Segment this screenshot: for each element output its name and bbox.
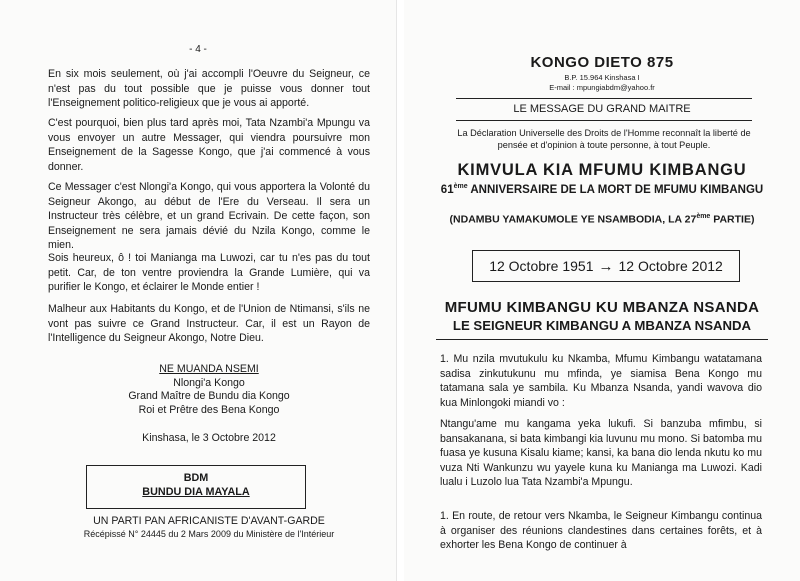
signature-name: NE MUANDA NSEMI (159, 363, 259, 375)
declaration-text: La Déclaration Universelle des Droits de l'Homme reconnaît la liberté de pensée et d'opinion à toute personne, à tout Peuple. (457, 128, 751, 150)
paragraph-kikongo-1: 1. Mu nzila mvutukulu ku Nkamba, Mfumu Kimbangu watatamana sadisa zinkutukunu mu mfinda, ye siamisa Bena Kongo mu tatamana sala ye sambila. Ku Mbanza Nsanda, yandi wavova dio kua Minlongoki miandi vo : (440, 353, 762, 409)
signature-title-1: Nlongi'a Kongo (173, 376, 245, 389)
party-block (48, 515, 370, 540)
message-heading: LE MESSAGE DU GRAND MAITRE (513, 103, 691, 115)
paragraph-5: Malheur aux Habitants du Kongo, et de l'Union de Ntimansi, s'ils ne vont pas suivre ce Grand Instructeur. Car, il est un Rayon de l'Intelligence du Seigneur Akongo, Notre Dieu. (48, 303, 370, 345)
section-heading-french: LE SEIGNEUR KIMBANGU A MBANZA NSANDA (452, 318, 752, 333)
date-to: 12 Octobre 2012 (618, 258, 723, 274)
party-receipt: Récépissé N° 24445 du 2 Mars 2009 du Ministère de l'Intérieur (83, 528, 335, 539)
paragraph-kikongo-2: Ntangu'ame mu kangama yeka lukufi. Si banzuba mfimbu, si bansakanana, si bata kimbangi kia luvunu mu mono. Si batomba mu fuasa ye kusuna Kisalu kiame; kansi, ka bana dio lenda nkutu ko mu vuza Nti Wankunzu wu yayele kuna ku Manianga ma Luwozi. Kadi lualu i Luzolo lua Tata Nzambi'a Mpungu. (440, 418, 762, 489)
magazine-title: KONGO DIETO 875 (530, 54, 674, 71)
paragraph-3: Ce Messager c'est Nlongi'a Kongo, qui vous apportera la Volonté du Seigneur Akongo, au début de l'Ere du Verseau. Il sera un Instructeur très célèbre, et un grand Ecrivain. De cette façon, son Enseignement ne sera jamais dévié du Nzila Kongo, comme le mien. (48, 181, 370, 252)
anniversary-line (404, 183, 800, 196)
place-date: Kinshasa, le 3 Octobre 2012 (142, 432, 276, 444)
anniversary-suffix: ème (453, 183, 468, 190)
anniversary-text: ANNIVERSAIRE DE LA MORT DE MFUMU KIMBANGU (467, 183, 764, 196)
bdm-box (86, 465, 306, 509)
postal-box: B.P. 15.964 Kinshasa I (564, 73, 640, 82)
date-range-box (472, 250, 740, 282)
main-title: KIMVULA KIA MFUMU KIMBANGU (457, 161, 747, 179)
date-from: 12 Octobre 1951 (489, 258, 594, 274)
part-prefix: (NDAMBU YAMAKUMOLE YE NSAMBODIA, LA 27 (449, 213, 697, 226)
party-slogan: UN PARTI PAN AFRICANISTE D'AVANT-GARDE (93, 515, 325, 527)
part-line (404, 213, 800, 226)
left-page (0, 0, 396, 581)
email-address: E-mail : mpungiabdm@yahoo.fr (549, 82, 655, 92)
paragraph-french-1: 1. En route, de retour vers Nkamba, le Seigneur Kimbangu continua à organiser des réunions clandestines dans certaines forêts, et à exhorter les Bena Kongo de continuer à (440, 510, 762, 552)
signature-block (48, 363, 370, 446)
signature-title-3: Roi et Prêtre des Bena Kongo (138, 403, 280, 416)
divider-bottom (456, 120, 752, 121)
paragraph-1: En six mois seulement, où j'ai accompli l'Oeuvre du Seigneur, ce n'est pas du tout possible que je puisse vous donner tout l'Enseignement politico-religieux que je vous ai apporté. (48, 68, 370, 110)
anniversary-number: 61 (440, 183, 454, 196)
address-block (404, 73, 800, 92)
bdm-label: BDM (183, 472, 209, 484)
paragraph-4: Sois heureux, ô ! toi Manianga ma Luwozi, car tu n'es pas du tout petit. Car, de ton ventre proviendra la Grande Lumière, qui va purifier le Kongo, et éclairer le Monde entier ! (48, 252, 370, 294)
part-postfix: PARTIE) (710, 213, 755, 226)
part-suffix: ème (696, 213, 711, 220)
heading-divider (436, 339, 768, 340)
signature-title-2: Grand Maître de Bundu dia Kongo (128, 390, 290, 402)
arrow-right-icon: → (598, 257, 614, 275)
right-page (404, 0, 800, 581)
bundu-dia-mayala-label: BUNDU DIA MAYALA (142, 486, 250, 498)
divider-top (456, 98, 752, 99)
page-number: - 4 - (189, 44, 207, 55)
section-heading-kikongo: MFUMU KIMBANGU KU MBANZA NSANDA (444, 299, 760, 316)
paragraph-2: C'est pourquoi, bien plus tard après moi, Tata Nzambi'a Mpungu va vous envoyer un autre Messager, qui viendra poursuivre mon Enseignement de la Sagesse Kongo, que j'ai commencé à vous donner. (48, 117, 370, 173)
